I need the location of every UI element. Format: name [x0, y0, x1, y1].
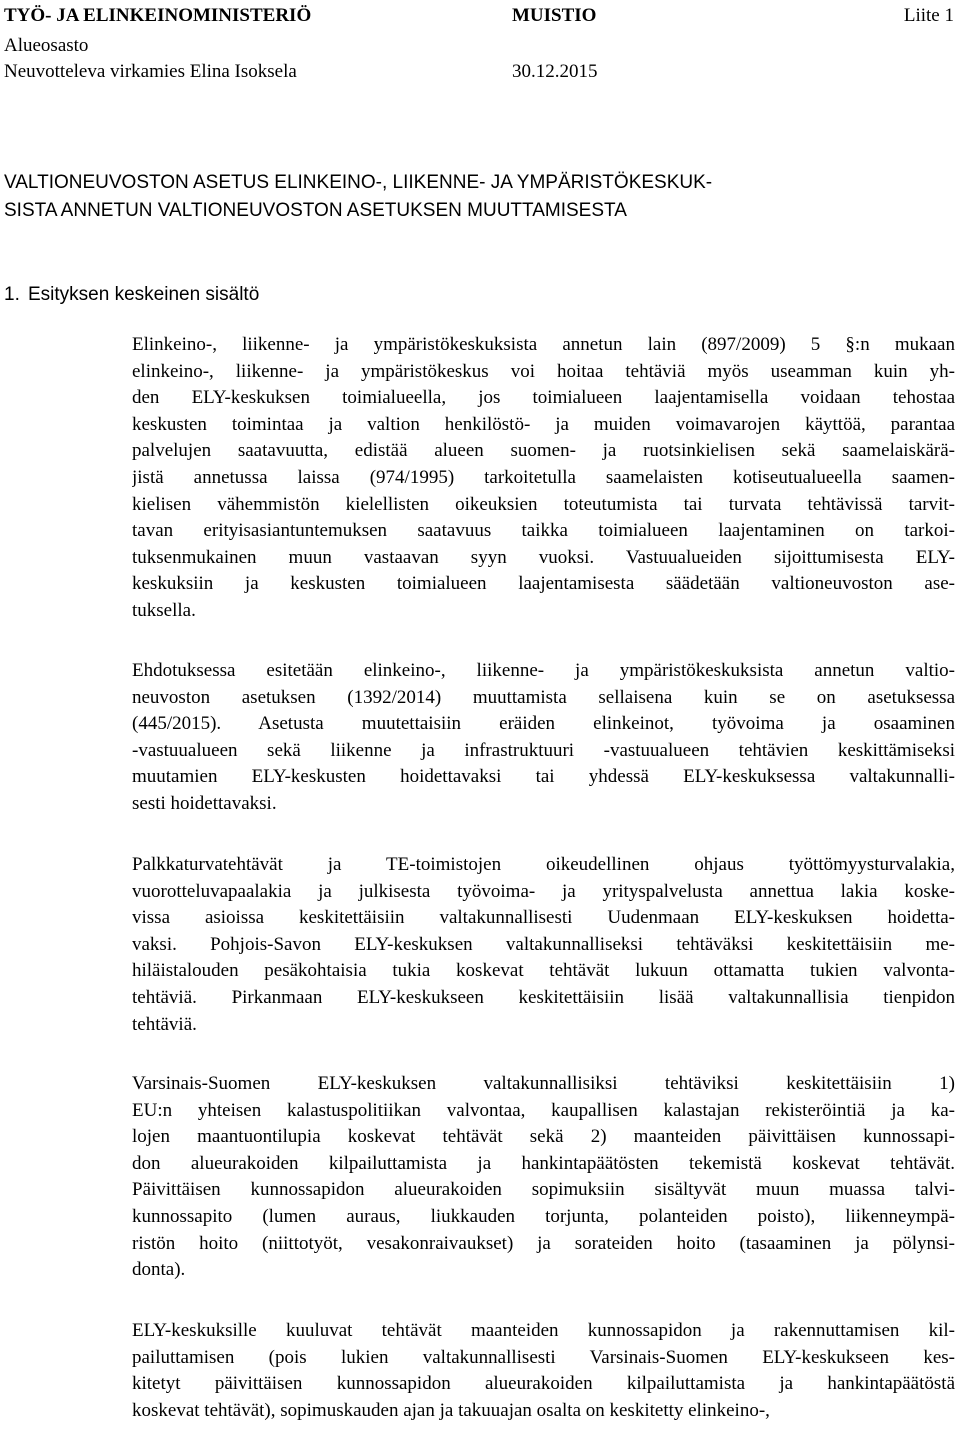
ministry-name: TYÖ- JA ELINKEINOMINISTERIÖ: [4, 5, 312, 26]
paragraph-line: kitetyt päivittäisen kunnossapidon alueurakoiden kilpailuttamista ja hankintapäätöstä: [132, 1373, 955, 1395]
title-line-2: SISTA ANNETUN VALTIONEUVOSTON ASETUKSEN MUUTTAMISESTA: [4, 200, 627, 221]
department-name: Alueosasto: [4, 35, 89, 56]
paragraph-line: ristön hoito (niittotyöt, vesakonraivaukset) ja sorateiden hoito (tasaaminen ja pölynsi-: [132, 1232, 955, 1254]
paragraph-line: Ehdotuksessa esitetään elinkeino-, liikenne- ja ympäristökeskuksista annetun valtio-: [132, 660, 955, 681]
paragraph-line: palvelujen saatavuutta, edistää alueen suomen- ja ruotsinkielisen sekä saamelaiskärä-: [132, 440, 955, 462]
title-line-1: VALTIONEUVOSTON ASETUS ELINKEINO-, LIIKENNE- JA YMPÄRISTÖKESKUK-: [4, 172, 713, 193]
paragraph-line: tavan erityisasiantuntemuksen saatavuus taikka toimialueen laajentaminen on tarkoi-: [132, 520, 955, 542]
paragraph-line: Varsinais-Suomen ELY-keskuksen valtakunnallisiksi tehtäviksi keskitettäisiin 1): [132, 1073, 955, 1094]
section-title: Esityksen keskeinen sisältö: [28, 284, 260, 305]
paragraph-line: keskusten toimintaa ja valtion henkilöstö- ja muiden voimavarojen käyttöä, parantaa: [132, 413, 955, 435]
paragraph-line: EU:n yhteisen kalastuspolitiikan valvontaa, kaupallisen kalastajan rekisteröintiä ja ka-: [132, 1099, 955, 1121]
paragraph-line: tuksenmukainen muun vastaavan syyn vuoksi. Vastuualueiden sijoittumisesta ELY-: [132, 546, 955, 568]
section-heading: [4, 281, 259, 309]
paragraph-line: vaksi. Pohjois-Savon ELY-keskuksen valtakunnalliseksi tehtäväksi keskitettäisiin me-: [132, 933, 955, 955]
paragraph-line: ELY-keskuksille kuuluvat tehtävät maanteiden kunnossapidon ja rakennuttamisen kil-: [132, 1320, 955, 1341]
paragraph-line: kielisen vähemmistön kielellisten oikeuksien toteutumista tai turvata tehtävissä tarvit-: [132, 493, 955, 515]
paragraph-line: neuvoston asetuksen (1392/2014) muuttamista sellaisena kuin se on asetuksessa: [132, 686, 955, 708]
document-title: [4, 169, 944, 225]
paragraph-line: vissa asioissa keskitettäisiin valtakunnallisesti Uudenmaan ELY-keskuksen hoidetta-: [132, 907, 955, 929]
paragraph-line: tuksella.: [132, 599, 196, 621]
paragraph-line: -vastuualueen sekä liikenne ja infrastruktuuri -vastuualueen tehtävien keskittämiseksi: [132, 739, 955, 761]
paragraph-line: donta).: [132, 1259, 186, 1281]
paragraph-line: kunnossapito (lumen auraus, liukkauden torjunta, polanteiden poisto), liikenneympä-: [132, 1205, 955, 1227]
paragraph-3: [132, 852, 955, 1038]
paragraph-line: keskuksiin ja keskusten toimialueen laajentamisesta säädetään valtioneuvoston ase-: [132, 573, 955, 595]
paragraph-line: muutamien ELY-keskusten hoidettavaksi tai yhdessä ELY-keskuksessa valtakunnalli-: [132, 766, 955, 788]
paragraph-5: [132, 1318, 955, 1424]
paragraph-line: pailuttamisen (pois lukien valtakunnallisesti Varsinais-Suomen ELY-keskukseen kes-: [132, 1346, 955, 1368]
paragraph-line: tehtäviä. Pirkanmaan ELY-keskukseen keskitettäisiin lisää valtakunnallisia tienpidon: [132, 986, 955, 1008]
paragraph-1: [132, 332, 955, 625]
paragraph-line: (445/2015). Asetusta muutettaisiin eräiden elinkeinot, työvoima ja osaaminen: [132, 713, 955, 735]
paragraph-line: lojen maantuontilupia koskevat tehtävät sekä 2) maanteiden päivittäisen kunnossapi-: [132, 1126, 955, 1148]
paragraph-2: [132, 658, 955, 818]
paragraph-line: Elinkeino-, liikenne- ja ympäristökeskuksista annetun lain (897/2009) 5 §:n mukaan: [132, 334, 955, 355]
paragraph-line: tehtäviä.: [132, 1013, 197, 1035]
paragraph-line: elinkeino-, liikenne- ja ympäristökeskus voi hoitaa tehtäviä myös useamman kuin yh-: [132, 360, 955, 382]
paragraph-line: hiläistalouden pesäkohtaisia tukia koskevat tehtävät lukuun ottamatta tukien valvonta-: [132, 960, 955, 982]
paragraph-line: jistä annetussa laissa (974/1995) tarkoitetulla saamelaisten kotiseutualueella saamen-: [132, 466, 955, 488]
paragraph-line: Päivittäisen kunnossapidon alueurakoiden sopimuksiin sisältyvät muun muassa talvi-: [132, 1179, 955, 1201]
author-name: Neuvotteleva virkamies Elina Isoksela: [4, 61, 297, 82]
document-type: MUISTIO: [512, 5, 597, 26]
attachment-label: Liite 1: [903, 5, 954, 26]
paragraph-line: sesti hoidettavaksi.: [132, 792, 277, 814]
paragraph-line: don alueurakoiden kilpailuttamista ja hankintapäätösten tekemistä koskevat tehtävät.: [132, 1152, 955, 1174]
document-date: 30.12.2015: [512, 61, 598, 82]
paragraph-line: vuorotteluvapaalakia ja julkisesta työvoima- ja yrityspalvelusta annettua lakia koske-: [132, 880, 955, 902]
paragraph-line: Palkkaturvatehtävät ja TE-toimistojen oikeudellinen ohjaus työttömyysturvalakia,: [132, 854, 955, 875]
paragraph-line: koskevat tehtävät), sopimuskauden ajan ja takuuajan osalta on keskitetty elinkeino-,: [132, 1399, 770, 1421]
section-number: 1.: [4, 284, 20, 305]
paragraph-4: [132, 1071, 955, 1284]
paragraph-line: den ELY-keskuksen toimialueella, jos toimialueen laajentamisella voidaan tehostaa: [132, 387, 955, 409]
